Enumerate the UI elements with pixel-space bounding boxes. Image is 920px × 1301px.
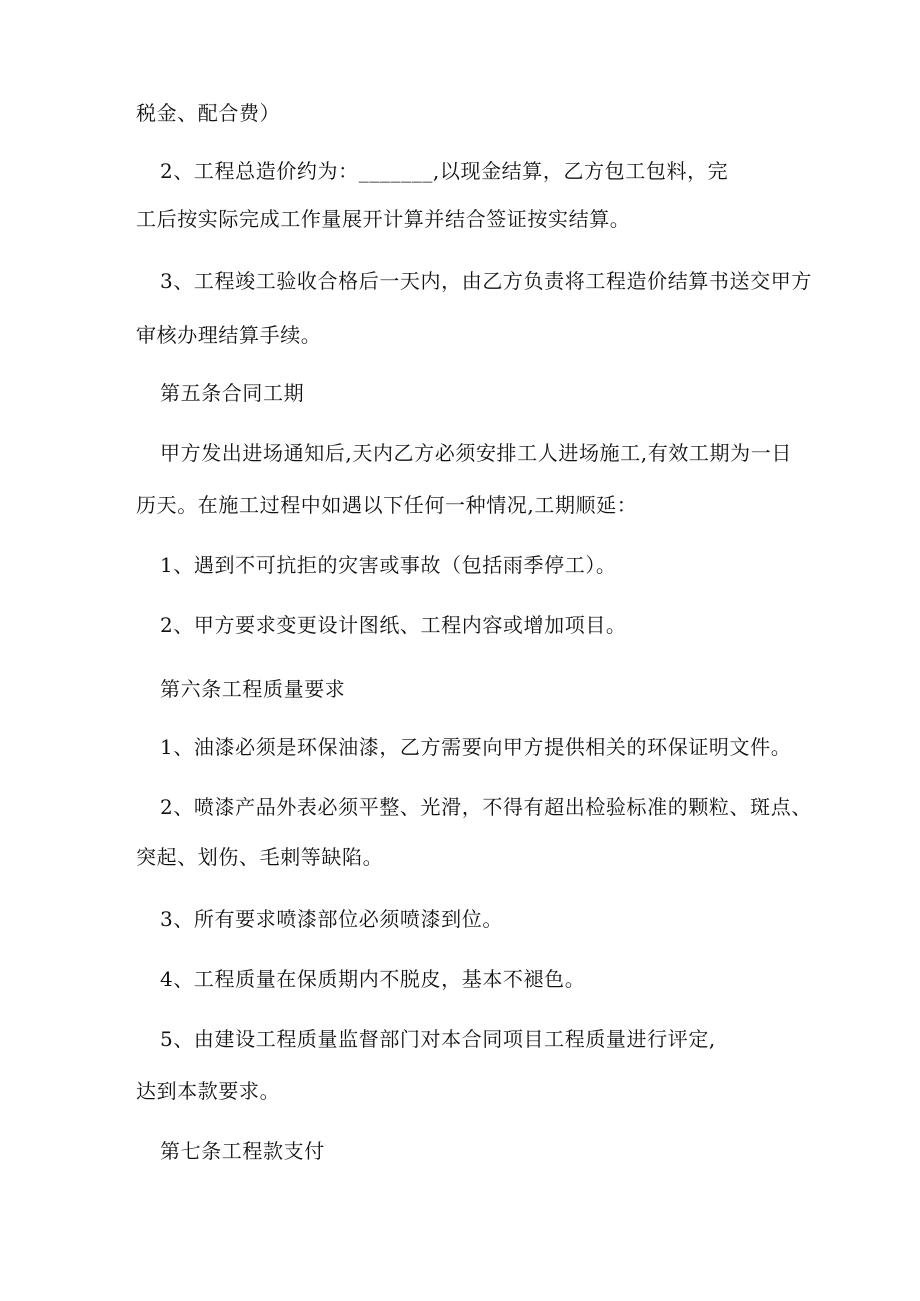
text-line-14: 突起、划伤、毛刺等缺陷。 [136,845,384,869]
text-line-10: 2、甲方要求变更设计图纸、工程内容或增加项目。 [160,613,627,637]
text-line-9: 1、遇到不可抗拒的灾害或事故（包括雨季停工）。 [160,553,617,577]
section-heading-7: 第七条工程款支付 [160,1139,325,1163]
text-line-8: 历天。在施工过程中如遇以下任何一种情况,工期顺延： [136,493,638,517]
text-line-16: 4、工程质量在保质期内不脱皮，基本不褪色。 [160,967,586,991]
text-line-2: 2、工程总造价约为：_______,以现金结算，乙方包工包料，完 [160,159,729,183]
text-line-3: 工后按实际完成工作量展开计算并结合签证按实结算。 [136,207,631,231]
section-heading-5: 第五条合同工期 [160,381,305,405]
text-line-12: 1、油漆必须是环保油漆，乙方需要向甲方提供相关的环保证明文件。 [160,735,792,759]
text-line-13: 2、喷漆产品外表必须平整、光滑，不得有超出检验标准的颗粒、斑点、 [160,795,812,819]
text-line-7: 甲方发出进场通知后,天内乙方必须安排工人进场施工,有效工期为一日 [160,441,792,465]
section-heading-6: 第六条工程质量要求 [160,677,346,701]
text-line-18: 达到本款要求。 [136,1079,281,1103]
text-line-4: 3、工程竣工验收合格后一天内，由乙方负责将工程造价结算书送交甲方 [160,269,812,293]
text-line-5: 审核办理结算手续。 [136,323,322,347]
text-line-17: 5、由建设工程质量监督部门对本合同项目工程质量进行评定, [160,1027,716,1051]
text-line-15: 3、所有要求喷漆部位必须喷漆到位。 [160,907,503,931]
text-line-1: 税金、配合费） [136,101,281,125]
